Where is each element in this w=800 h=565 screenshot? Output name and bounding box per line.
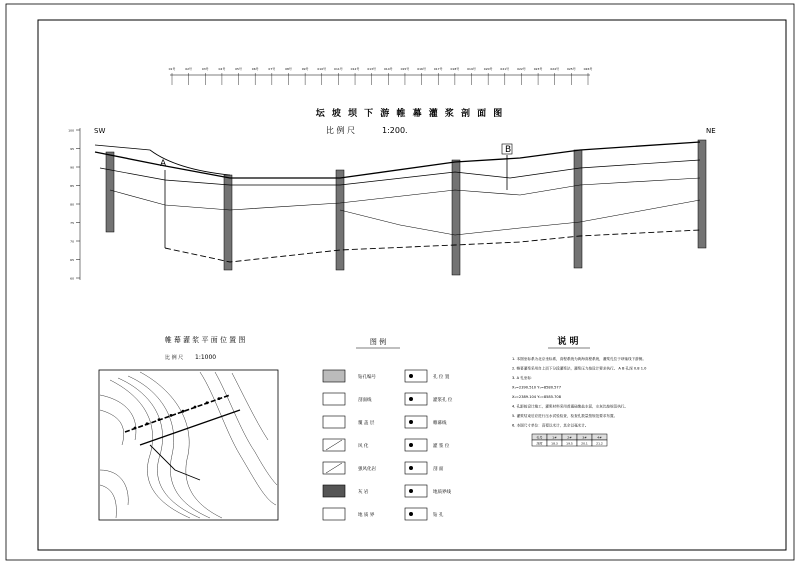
legend-swatch <box>405 393 427 405</box>
elevation-tick-label: 95 <box>70 147 74 151</box>
station-label: 025号 <box>566 67 576 71</box>
legend-swatch <box>323 508 345 520</box>
notes-table-text: 18.3 <box>551 441 558 446</box>
elevation-tick-label: 60 <box>70 276 74 281</box>
station-label: 012号 <box>350 67 360 71</box>
legend-swatch-mark <box>409 443 413 447</box>
legend-swatch-mark <box>409 512 413 516</box>
legend-swatch-mark <box>409 374 413 378</box>
legend-swatch <box>323 370 345 382</box>
outer-border <box>6 4 794 560</box>
station-label: 06号 <box>251 67 259 71</box>
legend-swatch-mark <box>409 489 413 493</box>
station-label: 02号 <box>185 67 193 71</box>
legend-label: 剖 面 <box>433 467 444 472</box>
station-label: 022号 <box>517 67 526 71</box>
dir-sw-label: SW <box>94 127 106 135</box>
legend-label: 灌浆孔 位 <box>433 398 453 403</box>
elevation-tick-label: 85 <box>70 184 74 188</box>
plan-contours <box>100 372 277 518</box>
plan-borehole-dot <box>206 401 209 404</box>
legend-label: 风 化 <box>358 444 369 449</box>
legend-title: 图 例 <box>369 338 387 346</box>
legend-label: 覆 盖 层 <box>358 421 375 426</box>
station-label: 016号 <box>417 67 426 71</box>
elevation-tick-label: 75 <box>70 221 74 225</box>
legend-swatch <box>405 370 427 382</box>
notes-line: X₂=2389.104 Y₂=8585.708 <box>512 395 561 399</box>
legend-swatch <box>405 439 427 451</box>
elevation-tick-label: 90 <box>70 165 74 170</box>
plan-borehole-dot <box>134 427 137 430</box>
notes-title: 说 明 <box>557 337 579 347</box>
borehole-1 <box>106 152 114 232</box>
elevation-tick-label: 80 <box>70 202 74 207</box>
notes-table-text: 深度 <box>536 441 543 446</box>
legend-swatch <box>323 485 345 497</box>
elevation-tick-label: 100 <box>68 128 74 133</box>
borehole-2 <box>224 175 232 270</box>
legend-label: 钻孔编号 <box>358 375 376 380</box>
plan-borehole-dot <box>158 418 161 421</box>
legend-label: 帷幕线 <box>433 421 447 426</box>
notes-table-text: 21.2 <box>596 441 603 446</box>
legend-label: 灰 岩 <box>358 490 369 495</box>
legend-swatch <box>405 462 427 474</box>
legend-label: 灌 浆 位 <box>433 444 450 449</box>
legend-swatch <box>405 416 427 428</box>
notes-table-text: 1# <box>552 435 557 440</box>
notes-table-text: 4# <box>597 435 602 440</box>
plan-curtain-line <box>125 395 230 432</box>
legend-swatch-mark <box>409 466 413 470</box>
station-label: 011号 <box>334 67 343 71</box>
plan-dam-axis <box>140 410 240 445</box>
plan-borehole-dot <box>146 422 149 425</box>
notes-table <box>532 434 607 446</box>
geo-boundary-3 <box>340 200 700 235</box>
plan-scale-label: 比 例 尺 <box>165 355 184 361</box>
station-label: 09号 <box>301 67 309 71</box>
elevation-ticks <box>68 129 80 281</box>
point-b-label: B <box>505 145 512 155</box>
notes-line: 2. 帷幕灌浆采用自上而下分段灌浆法，灌浆压力按设计要求执行。 A B 孔深 0.8 1.0 <box>512 366 647 371</box>
borehole-6 <box>698 140 706 248</box>
station-label: 018号 <box>450 67 460 71</box>
plan-borehole-dot <box>194 406 197 409</box>
legend-swatch <box>323 416 345 428</box>
geo-boundary-1 <box>100 160 700 185</box>
legend-label: 钻 孔 <box>433 513 444 518</box>
station-label: 03号 <box>201 67 209 71</box>
station-label: 014号 <box>383 67 393 71</box>
legend-swatch-mark <box>409 397 413 401</box>
legend-label: 地 质 界 <box>358 513 375 518</box>
station-label: 08号 <box>285 67 292 71</box>
station-label: 024号 <box>550 67 560 71</box>
station-label: 020号 <box>483 67 493 71</box>
notes-line: 1. 本图坐标系为北京坐标系，高程系统为黄海高程系统，灌浆孔位于坝轴线下游侧。 <box>512 357 646 361</box>
profile-scale-label: 比 例 尺 <box>325 126 355 135</box>
notes-text-block <box>512 356 647 428</box>
station-label: 013号 <box>367 67 377 71</box>
station-label: 023号 <box>533 67 543 71</box>
elevation-tick-label: 65 <box>70 258 74 262</box>
legend-right-column <box>405 370 453 520</box>
borehole-3 <box>336 170 344 270</box>
station-label: 010号 <box>317 67 327 71</box>
notes-line: X₁=2390.510 Y₁=8580.577 <box>512 385 561 390</box>
station-label: 015号 <box>400 67 410 71</box>
plan-title: 帷 幕 灌 浆 平 面 位 置 图 <box>164 336 246 344</box>
station-label: 019号 <box>467 67 476 71</box>
legend-label: 强风化岩 <box>358 467 376 472</box>
station-label: 026号 <box>583 67 593 71</box>
legend-label: 地质界线 <box>433 490 451 495</box>
point-a-label: A <box>160 159 167 169</box>
elevation-tick-label: 70 <box>70 239 74 244</box>
legend-swatch <box>323 393 345 405</box>
notes-table-text: 19.5 <box>566 441 573 446</box>
profile-title: 坛 坡 坝 下 游 帷 幕 灌 浆 剖 面 图 <box>315 109 505 119</box>
ground-surface-line <box>95 142 700 178</box>
notes-table-text: 孔号 <box>536 435 543 440</box>
legend-left-column <box>323 370 376 520</box>
dir-ne-label: NE <box>706 127 716 135</box>
station-label: 05号 <box>235 67 242 71</box>
plan-borehole-dot <box>218 397 221 400</box>
notes-table-text: 20.1 <box>581 441 588 446</box>
notes-line: 6. 本图尺寸单位：高程以米计，其余以毫米计。 <box>512 423 589 428</box>
station-strip <box>169 66 593 85</box>
station-label: 04号 <box>218 67 226 71</box>
profile-scale-value: 1:200. <box>382 126 408 135</box>
borehole-4 <box>452 160 460 275</box>
station-label: 01号 <box>168 67 176 71</box>
notes-line: 4. 孔距按设计施工，灌浆材料采用普通硅酸盐水泥，水灰比按规范执行。 <box>512 404 628 409</box>
legend-swatch <box>405 485 427 497</box>
notes-line: 3. A 孔坐标： <box>512 376 535 380</box>
borehole-5 <box>574 150 582 268</box>
legend-label: 孔 位 置 <box>433 375 450 380</box>
notes-table-text: 2# <box>567 435 572 440</box>
station-label: 017号 <box>433 67 443 71</box>
curtain-bottom-line <box>165 230 700 262</box>
notes-table-text: 3# <box>582 435 587 440</box>
station-label: 07号 <box>268 67 276 71</box>
plan-map-frame <box>99 370 278 520</box>
station-label: 021号 <box>500 67 510 71</box>
plan-scale-value: 1:1000 <box>195 354 217 361</box>
legend-label: 剖面线 <box>358 398 372 403</box>
notes-line: 5. 灌浆结束后应进行压水试验检查，检查孔数量按规范要求布置。 <box>512 414 618 418</box>
plan-borehole-dot <box>170 414 173 417</box>
legend-swatch-mark <box>409 420 413 424</box>
plan-borehole-dot <box>182 410 185 413</box>
legend-swatch <box>405 508 427 520</box>
